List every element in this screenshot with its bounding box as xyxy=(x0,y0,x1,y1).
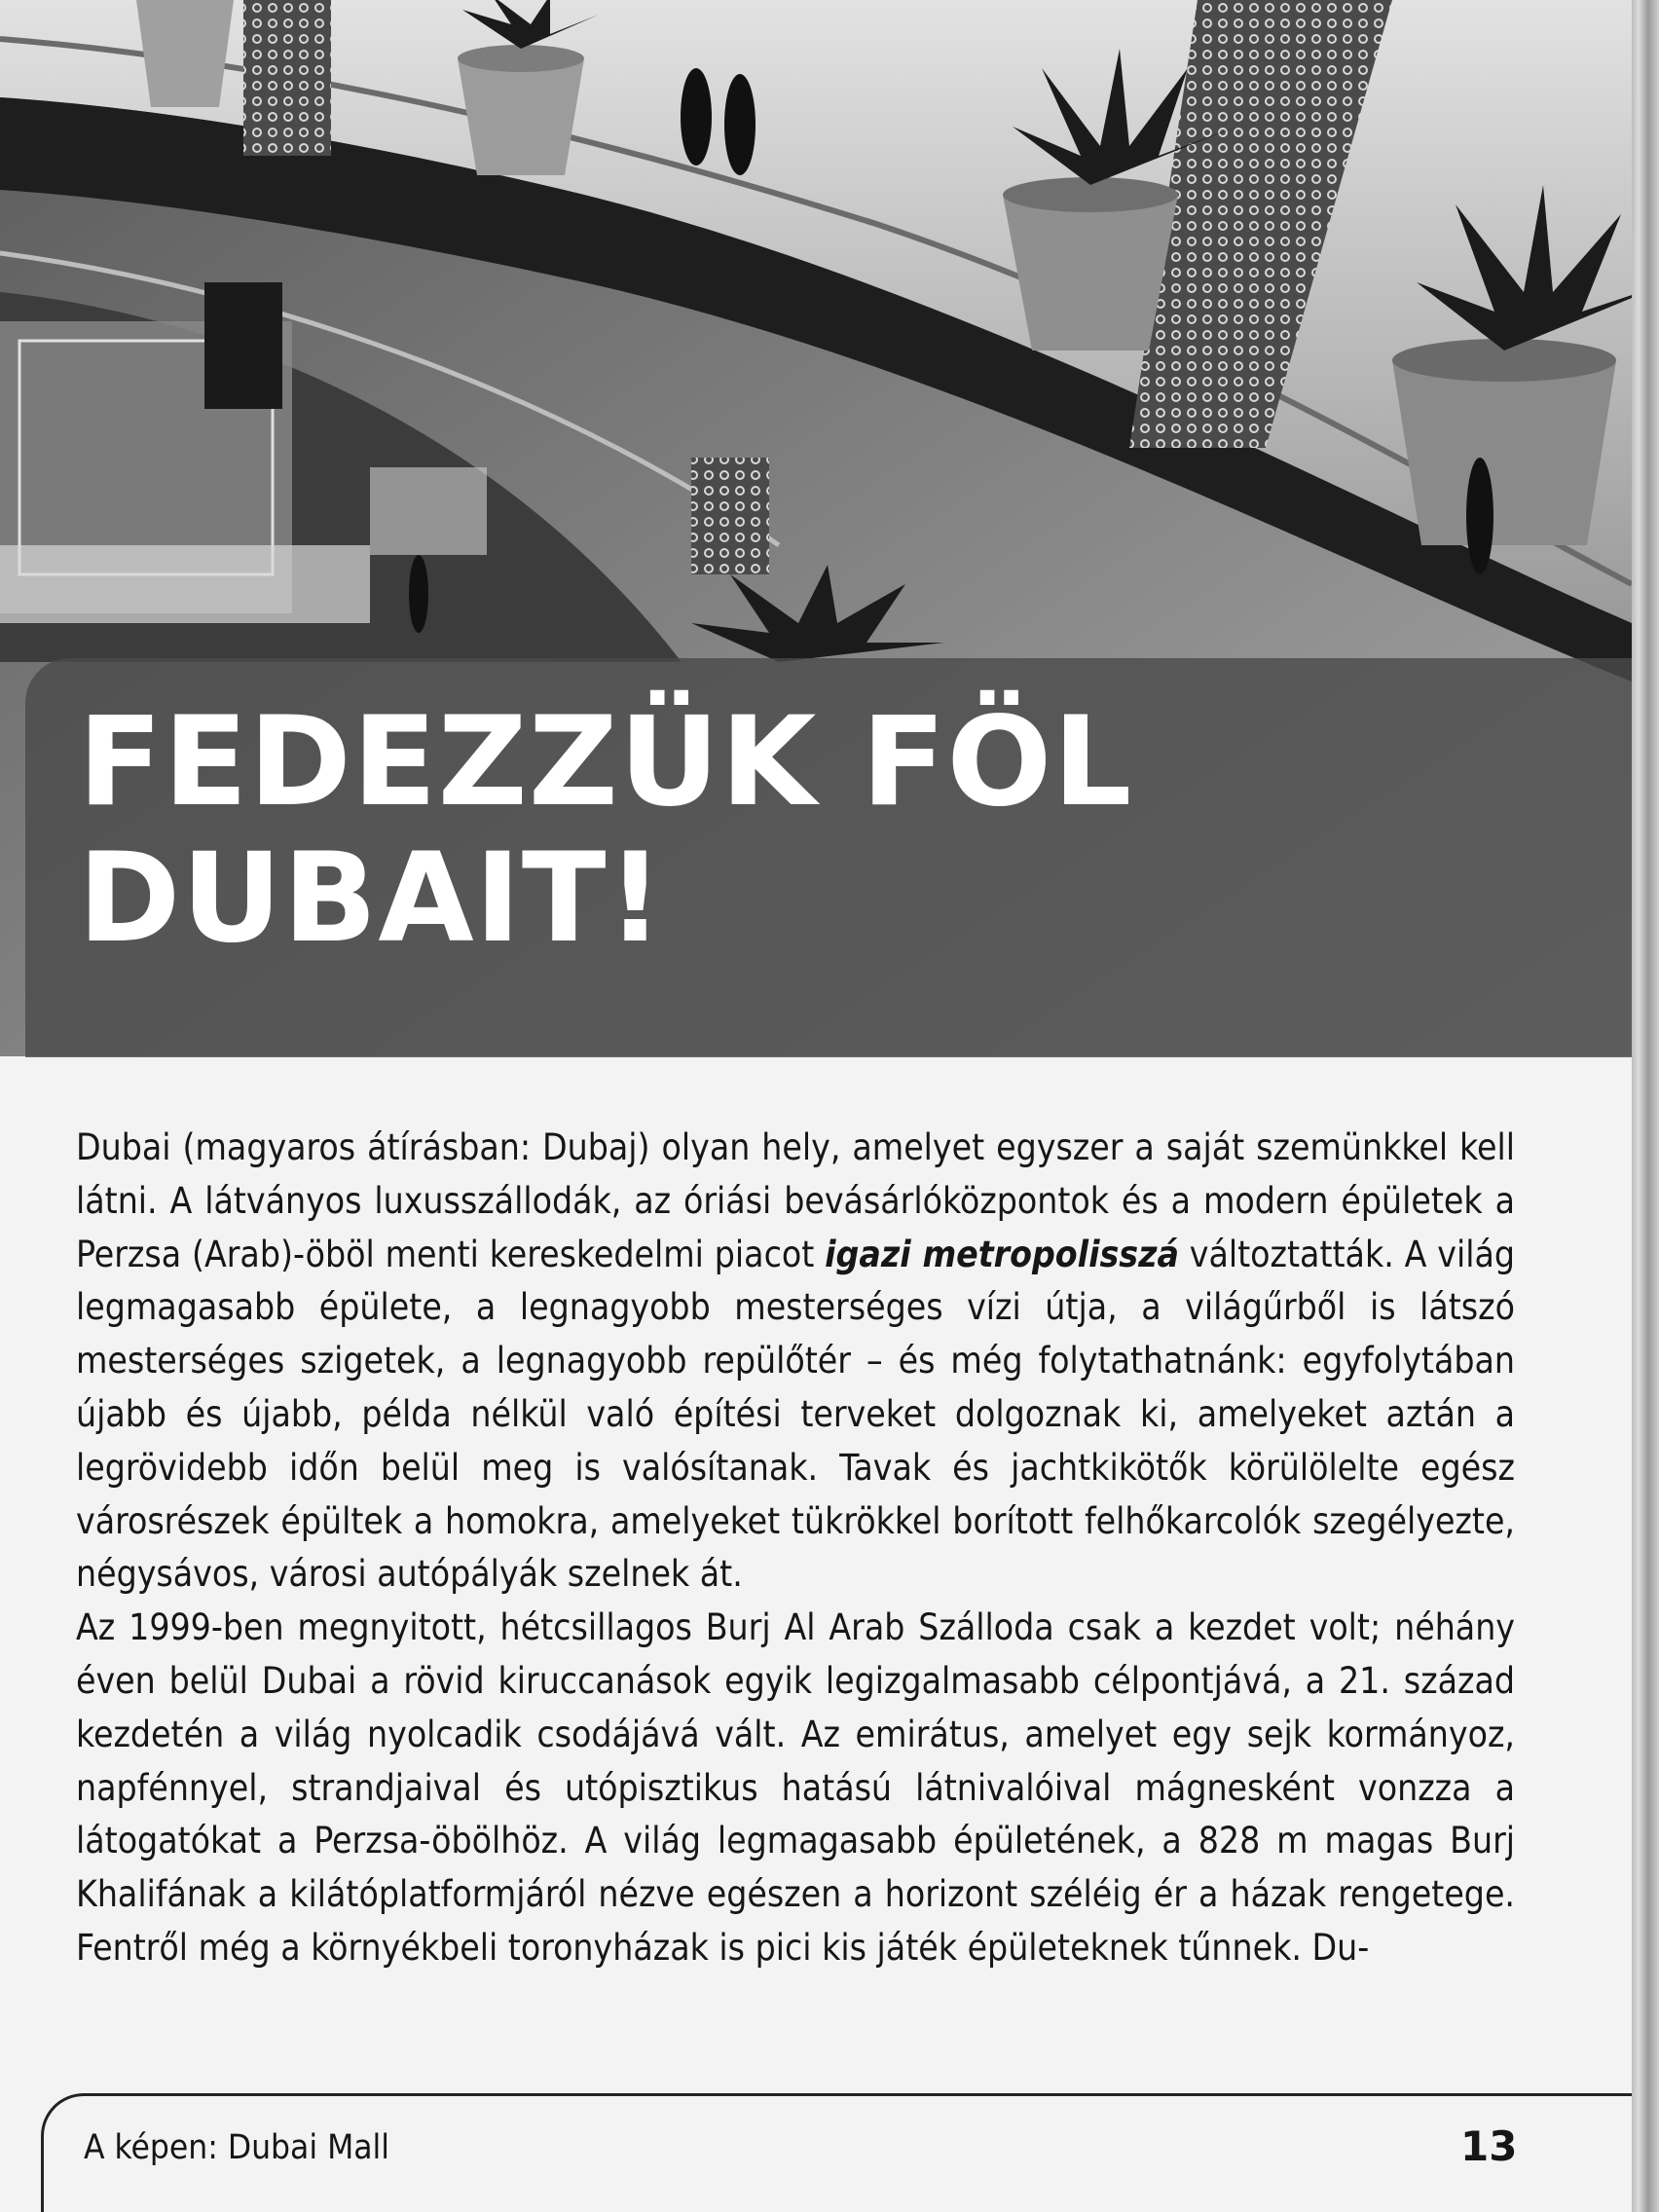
emphasis-metropolis: igazi metropolisszá xyxy=(825,1233,1179,1275)
paragraph-1-start: Dubai (magyaros átírásban: Dubaj) olyan hely, amelyet egyszer a saját szemünkkel kell látni. A látványos luxusszállodák, az óriási bevásárlóközpontok és a modern épületek a Perzsa (Arab)-öböl menti kereskedelmi piacot xyxy=(76,1126,1515,1275)
paragraph-2: Az 1999-ben megnyitott, hétcsillagos Burj Al Arab Szálloda csak a kezdet volt; néhány éven belül Dubai a rövid kiruccanások egyik legizgalmasabb célpontjává, a 21. század kezdetén a világ nyolcadik csodájává vált. Az emirátus, amelyet egy sejk kormányoz, napfénnyel, strandjaival és utópisztikus hatású látnivalóival mágnesként vonzza a látogatókat a Perzsa-öbölhöz. A világ legmagasabb épületének, a 828 m magas Burj Khalifának a kilátóplatformjáról nézve egészen a horizont széléig ér a házak rengetege. Fentről még a környékbeli toronyházak is pici kis játék épületeknek tűnnek. Du- xyxy=(76,1606,1515,1969)
page-number: 13 xyxy=(1460,2122,1518,2170)
article-body xyxy=(76,1122,1515,1975)
next-page-edge xyxy=(1632,0,1659,2212)
photo-caption: A képen: Dubai Mall xyxy=(84,2128,390,2167)
title-line-1: FEDEZZÜK FÖL xyxy=(78,689,1133,833)
page-title xyxy=(78,689,1133,970)
title-line-2: DUBAIT! xyxy=(78,826,665,970)
paragraph-1-end: változtatták. A világ legmagasabb épülete, a legnagyobb mesterséges vízi útja, a világűrből is látszó mesterséges szigetek, a legnagyobb repülőtér – és még folytathatnánk: egyfolytában újabb és újabb, példa nélkül való építési terveket dolgoznak ki, amelyeket aztán a legrövidebb időn belül meg is valósítanak. Tavak és jachtkikötők körülölelte egész városrészek épültek a homokra, amelyeket tükrökkel borított felhőkarcolók szegélyezte, négysávos, városi autópályák szelnek át. xyxy=(76,1233,1516,1596)
paragraph-1 xyxy=(76,1122,1515,1602)
